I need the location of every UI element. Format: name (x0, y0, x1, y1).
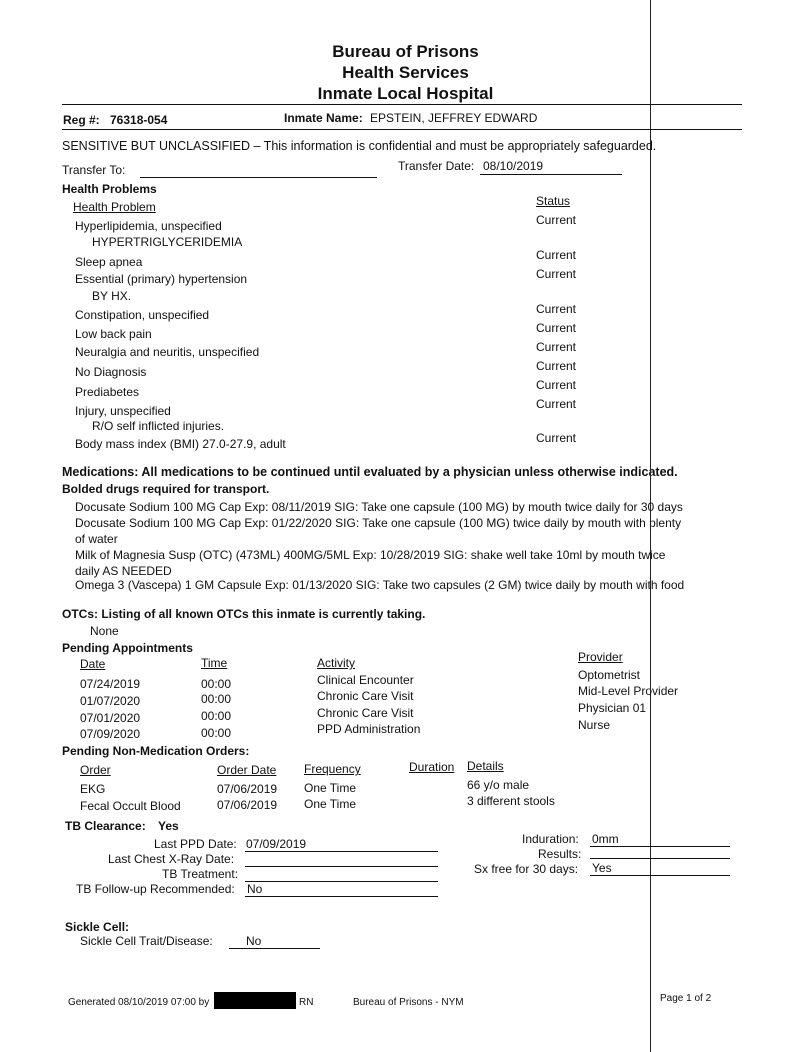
health-problem-4: Constipation, unspecified (75, 308, 210, 322)
appointments-heading: Pending Appointments (62, 641, 193, 655)
reg-label: Reg #: (63, 113, 100, 127)
tb-followup: No (247, 882, 263, 896)
appointments-col-date: Date (80, 657, 106, 671)
transfer-date-line (480, 174, 622, 175)
header-title-3: Inmate Local Hospital (317, 84, 494, 103)
orders-col-order-date: Order Date (217, 763, 277, 777)
header-rule (62, 104, 742, 105)
health-problem-3: Essential (primary) hypertension (75, 272, 248, 286)
status-col-header: Status (536, 194, 571, 208)
medications-subheading: Bolded drugs required for transport. (62, 482, 270, 496)
medication-line-2: Docusate Sodium 100 MG Cap Exp: 01/22/2020 SIG: Take one capsule (100 MG) twice daily by mouth with plenty (75, 516, 682, 530)
health-problem-3-note: BY HX. (92, 289, 132, 303)
tb-results-label: Results: (538, 847, 582, 861)
otcs-value: None (90, 624, 119, 638)
tb-chest-xray-line (245, 866, 438, 867)
appointment-2-date: 01/07/2020 (80, 694, 141, 708)
health-problem-9-status: Current (536, 397, 577, 411)
tb-clearance-heading: TB Clearance: (65, 819, 146, 833)
medication-line-3: of water (75, 532, 118, 546)
health-problem-10-status: Current (536, 431, 577, 445)
health-problem-6-status: Current (536, 340, 577, 354)
transfer-to-label: Transfer To: (62, 163, 126, 177)
orders-col-frequency: Frequency (304, 762, 361, 776)
appointment-3-date: 07/01/2020 (80, 711, 141, 725)
appointment-2-activity: Chronic Care Visit (317, 689, 414, 703)
tb-treatment-line (245, 881, 438, 882)
header-title-1: Bureau of Prisons (332, 42, 479, 61)
order-2-frequency: One Time (304, 797, 357, 811)
sickle-cell-label: Sickle Cell Trait/Disease: (80, 934, 213, 948)
tb-last-ppd: 07/09/2019 (246, 837, 307, 851)
appointment-4-date: 07/09/2020 (80, 727, 141, 741)
medications-heading: Medications: All medications to be continued until evaluated by a physician unless otherwise indicated. (62, 465, 678, 479)
health-problem-3-status: Current (536, 267, 577, 281)
appointment-3-provider: Physician 01 (578, 701, 647, 715)
order-2-date: 07/06/2019 (217, 798, 278, 812)
tb-last-ppd-label: Last PPD Date: (154, 837, 237, 851)
tb-induration: 0mm (592, 832, 619, 846)
health-problem-8: Prediabetes (75, 385, 140, 399)
appointments-col-provider: Provider (578, 650, 623, 664)
inmate-name-label: Inmate Name: (284, 111, 363, 125)
appointments-col-time: Time (201, 656, 228, 670)
sickle-cell-value: No (246, 934, 262, 948)
health-problem-1-note: HYPERTRIGLYCERIDEMIA (92, 235, 243, 249)
tb-induration-label: Induration: (522, 832, 579, 846)
tb-induration-line (590, 846, 730, 847)
appointment-4-time: 00:00 (201, 726, 232, 740)
sickle-cell-line (229, 948, 320, 949)
tb-sx-free-line (590, 875, 730, 876)
health-problem-7-status: Current (536, 359, 577, 373)
order-1-date: 07/06/2019 (217, 782, 278, 796)
tb-last-ppd-line (245, 851, 438, 852)
health-problem-1: Hyperlipidemia, unspecified (75, 219, 222, 233)
footer-facility: Bureau of Prisons - NYM (353, 997, 464, 1008)
appointment-2-time: 00:00 (201, 692, 232, 706)
transfer-to-line (140, 177, 377, 178)
health-problem-9: Injury, unspecified (75, 404, 171, 418)
orders-col-duration: Duration (409, 760, 455, 774)
order-2-name: Fecal Occult Blood (80, 799, 181, 813)
appointment-2-provider: Mid-Level Provider (578, 684, 679, 698)
health-problem-8-status: Current (536, 378, 577, 392)
transfer-date-label: Transfer Date: (398, 159, 475, 173)
appointment-4-provider: Nurse (578, 718, 611, 732)
order-1-details: 66 y/o male (467, 778, 530, 792)
tb-clearance-value: Yes (158, 819, 179, 833)
orders-heading: Pending Non-Medication Orders: (62, 744, 250, 758)
tb-chest-xray-label: Last Chest X-Ray Date: (108, 852, 235, 866)
health-problem-4-status: Current (536, 302, 577, 316)
appointment-1-date: 07/24/2019 (80, 677, 141, 691)
appointment-4-activity: PPD Administration (317, 722, 421, 736)
health-problem-1-status: Current (536, 213, 577, 227)
reg-rule (62, 129, 742, 130)
orders-col-order: Order (80, 763, 111, 777)
health-problem-5-status: Current (536, 321, 577, 335)
medication-line-1: Docusate Sodium 100 MG Cap Exp: 08/11/2019 SIG: Take one capsule (100 MG) by mouth twice daily for 30 days (75, 500, 683, 514)
appointment-1-provider: Optometrist (578, 668, 641, 682)
transfer-date: 08/10/2019 (483, 159, 544, 173)
footer-role: RN (299, 997, 314, 1008)
redaction-bar (214, 992, 296, 1009)
health-problem-7: No Diagnosis (75, 365, 147, 379)
tb-sx-free-label: Sx free for 30 days: (474, 862, 579, 876)
health-problem-2-status: Current (536, 248, 577, 262)
appointments-col-activity: Activity (317, 656, 356, 670)
appointment-1-time: 00:00 (201, 677, 232, 691)
health-problem-col-header: Health Problem (73, 200, 156, 214)
tb-treatment-label: TB Treatment: (162, 867, 239, 881)
health-problem-2: Sleep apnea (75, 255, 143, 269)
health-problem-6: Neuralgia and neuritis, unspecified (75, 345, 260, 359)
medication-line-4: Milk of Magnesia Susp (OTC) (473ML) 400MG/5ML Exp: 10/28/2019 SIG: shake well take 10ml by mouth twice (75, 548, 666, 562)
medication-line-6: Omega 3 (Vascepa) 1 GM Capsule Exp: 01/13/2020 SIG: Take two capsules (2 GM) twice daily by mouth with food (75, 578, 685, 592)
tb-followup-label: TB Follow-up Recommended: (76, 882, 235, 896)
order-1-name: EKG (80, 782, 106, 796)
appointment-1-activity: Clinical Encounter (317, 673, 414, 687)
orders-col-details: Details (467, 759, 504, 773)
reg-number: 76318-054 (110, 113, 168, 127)
tb-sx-free: Yes (592, 861, 612, 875)
scan-line (650, 0, 651, 1052)
appointment-3-activity: Chronic Care Visit (317, 706, 414, 720)
otcs-heading: OTCs: Listing of all known OTCs this inmate is currently taking. (62, 607, 426, 621)
tb-followup-line (245, 896, 438, 897)
header-title-2: Health Services (342, 63, 469, 82)
health-problem-5: Low back pain (75, 327, 152, 341)
appointment-3-time: 00:00 (201, 709, 232, 723)
inmate-name: EPSTEIN, JEFFREY EDWARD (370, 111, 538, 125)
order-1-frequency: One Time (304, 781, 357, 795)
sensitive-notice: SENSITIVE BUT UNCLASSIFIED – This information is confidential and must be appropriately safeguarded. (62, 139, 657, 153)
sickle-cell-heading: Sickle Cell: (65, 920, 130, 934)
tb-results-line (590, 858, 730, 859)
footer-generated: Generated 08/10/2019 07:00 by (68, 997, 210, 1008)
health-problems-heading: Health Problems (62, 182, 157, 196)
footer-page-number: Page 1 of 2 (660, 993, 712, 1004)
order-2-details: 3 different stools (467, 794, 555, 808)
health-problem-9-note: R/O self inflicted injuries. (92, 419, 225, 433)
health-problem-10: Body mass index (BMI) 27.0-27.9, adult (75, 437, 286, 451)
medication-line-5: daily AS NEEDED (75, 564, 172, 578)
